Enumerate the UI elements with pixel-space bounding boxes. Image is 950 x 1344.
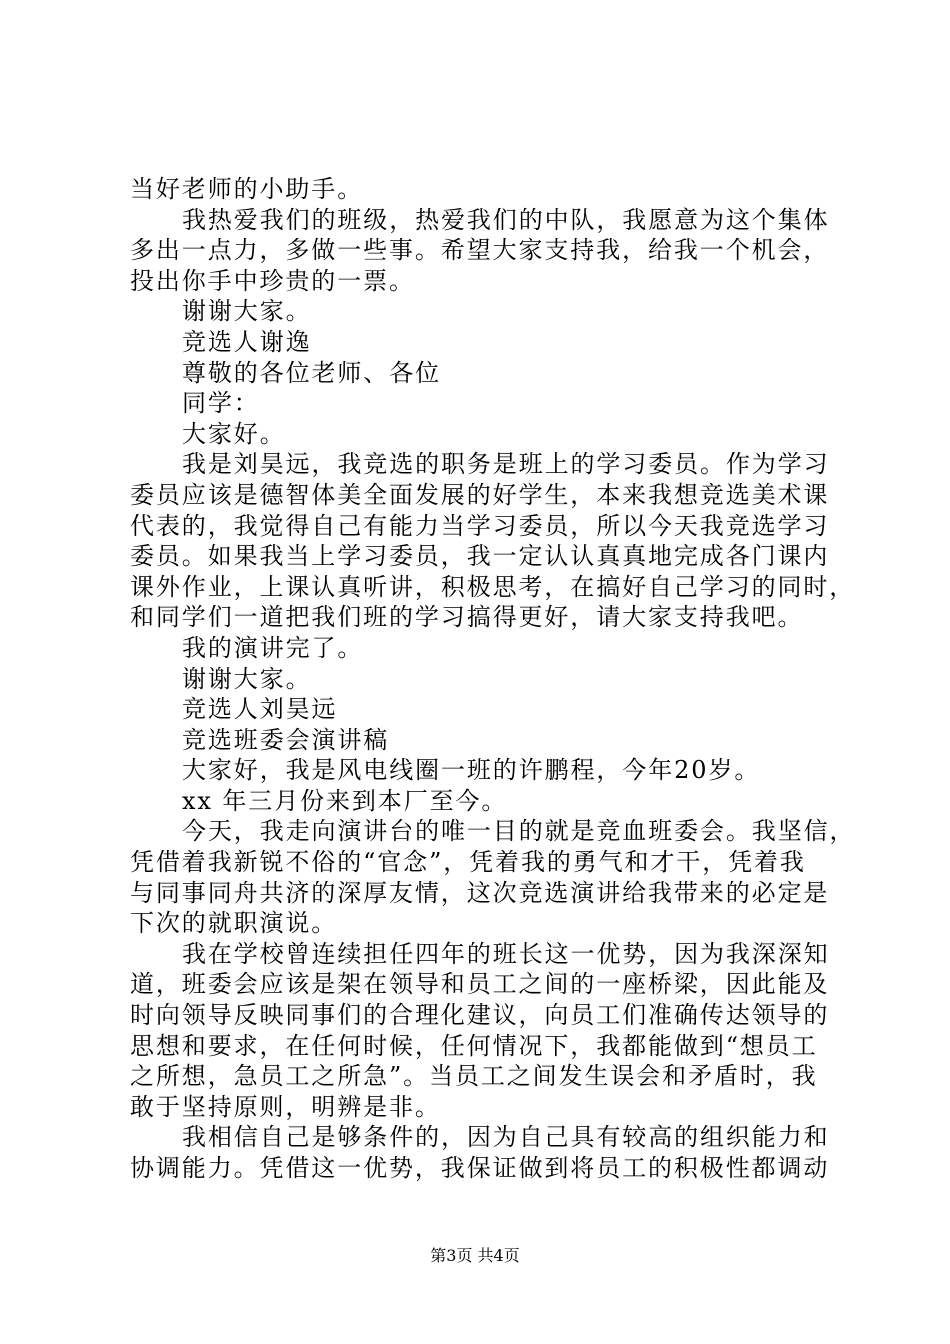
text-line: 道，班委会应该是架在领导和员工之间的一座桥梁，因此能及 xyxy=(130,970,830,999)
text-line: 我相信自己是够条件的，因为自己具有较高的组织能力和 xyxy=(182,1123,830,1152)
text-line: 多出一点力，多做一些事。希望大家支持我，给我一个机会， xyxy=(130,236,830,265)
text-line: 之所想，急员工之所急”。当员工之间发生误会和矛盾时，我 xyxy=(130,1062,818,1091)
text-line: 尊敬的各位老师、各位 xyxy=(182,358,441,387)
text-line: 委员应该是德智体美全面发展的好学生，本来我想竞选美术课 xyxy=(130,480,830,509)
text-line: 时向领导反映同事们的合理化建议，向员工们准确传达领导的 xyxy=(130,1001,830,1030)
text-line: 我在学校曾连续担任四年的班长这一优势，因为我深深知 xyxy=(182,939,830,968)
text-line: 课外作业，上课认真听讲，积极思考，在搞好自己学习的同时， xyxy=(130,572,856,601)
text-line: 当好老师的小助手。 xyxy=(130,175,364,203)
text-line: 委员。如果我当上学习委员，我一定认认真真地完成各门课内 xyxy=(130,542,830,571)
text-line: 敢于坚持原则，明辨是非。 xyxy=(130,1092,441,1121)
page-footer: 第3页 共4页 xyxy=(430,1246,520,1265)
text-line: 竞选人谢逸 xyxy=(182,327,312,356)
text-line: 下次的就职演说。 xyxy=(130,909,338,938)
text-line: 竞选人刘昊远 xyxy=(182,695,338,724)
text-line: 和同学们一道把我们班的学习搞得更好，请大家支持我吧。 xyxy=(130,603,804,632)
body-text xyxy=(130,174,856,1184)
text-line: 同学： xyxy=(182,389,260,418)
text-line: 凭借着我新锐不俗的“官念”，凭着我的勇气和才干，凭着我 xyxy=(130,848,806,877)
text-line: 代表的，我觉得自己有能力当学习委员，所以今天我竞选学习 xyxy=(130,511,830,540)
text-line: 我是刘昊远，我竞选的职务是班上的学习委员。作为学习 xyxy=(182,450,830,479)
text-line: 我的演讲完了。 xyxy=(182,633,364,662)
text-line: 谢谢大家。 xyxy=(182,297,312,326)
text-line: 协调能力。凭借这一优势，我保证做到将员工的积极性都调动 xyxy=(130,1154,830,1182)
text-line: 投出你手中珍贵的一票。 xyxy=(130,266,415,295)
text-line: 大家好。 xyxy=(182,419,286,448)
text-line: 思想和要求，在任何时候，任何情况下，我都能做到“想员工 xyxy=(130,1031,818,1060)
text-line: 与同事同舟共济的深厚友情，这次竞选演讲给我带来的必定是 xyxy=(130,878,830,907)
text-line: 今天，我走向演讲台的唯一目的就是竞血班委会。我坚信， xyxy=(182,817,856,846)
text-line: xx 年三月份来到本厂至今。 xyxy=(182,786,508,815)
text-line: 大家好，我是风电线圈一班的许鹏程，今年20岁。 xyxy=(182,756,761,785)
text-line: 谢谢大家。 xyxy=(182,664,312,693)
text-line: 竞选班委会演讲稿 xyxy=(182,725,390,754)
text-line: 我热爱我们的班级，热爱我们的中队，我愿意为这个集体 xyxy=(182,205,830,234)
